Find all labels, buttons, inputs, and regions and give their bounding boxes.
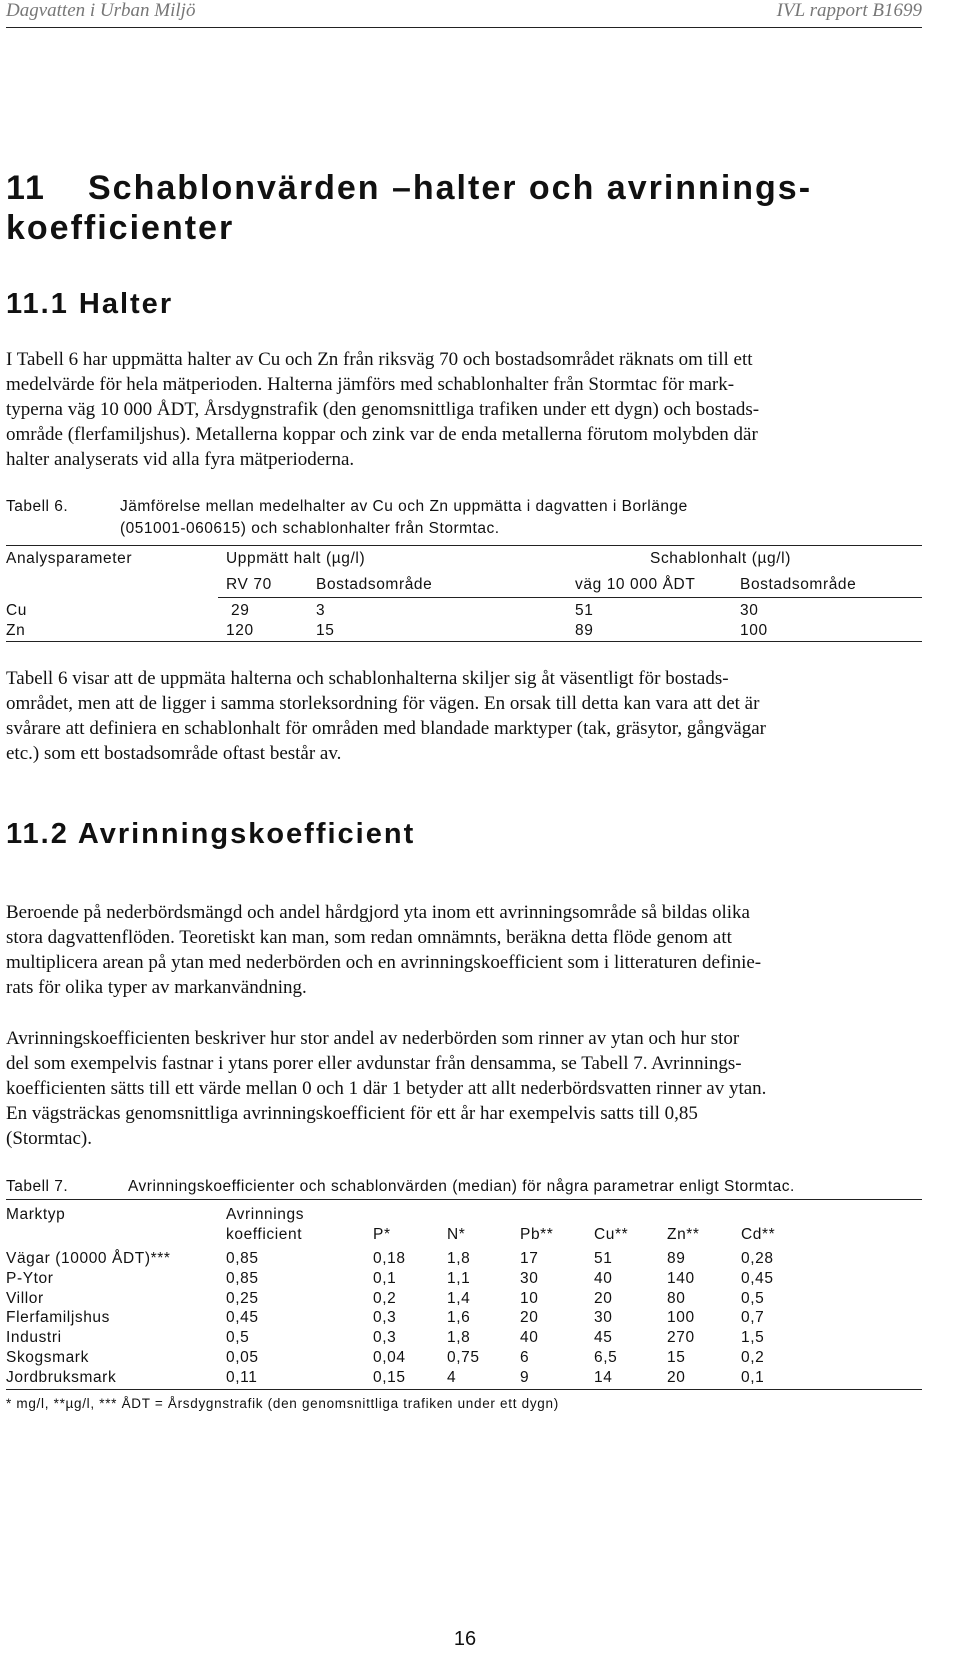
paragraph-line: område (flerfamiljshus). Metallerna koppar och zink var de enda metallerna förutom molybden där xyxy=(6,424,758,445)
table6-cell-param: Cu xyxy=(6,602,28,619)
table6-caption-line1: Jämförelse mellan medelhalter av Cu och Zn uppmätta i dagvatten i Borlänge xyxy=(120,498,688,515)
paragraph-line: del som exempelvis fastnar i ytans porer eller avdunstar från densamma, se Tabell 7. Avrinnings- xyxy=(6,1053,742,1074)
table7-header-avr-line1: Avrinnings xyxy=(226,1206,305,1223)
table7-cell-avr: 0,5 xyxy=(226,1329,250,1347)
table7-cell-pb: 40 xyxy=(520,1329,539,1347)
table6-cell-vag: 89 xyxy=(575,622,594,639)
paragraph-line: koefficienten sätts till ett värde mellan 0 och 1 där 1 betyder att allt nederbördsvatten rinner av ytan. xyxy=(6,1078,767,1099)
running-header-right: IVL rapport B1699 xyxy=(776,0,922,21)
table7-cell-cd: 0,28 xyxy=(741,1250,774,1267)
table7-cell-p: 0,3 xyxy=(373,1329,397,1347)
paragraph-line: rats för olika typer av markanvändning. xyxy=(6,977,307,998)
page-number: 16 xyxy=(453,1628,477,1650)
table6-subheader-bostad1: Bostadsområde xyxy=(316,576,433,593)
table7-cell-cd: 1,5 xyxy=(741,1329,765,1347)
table6-subheader-vag: väg 10 000 ÅDT xyxy=(575,576,696,593)
paragraph-line: stora dagvattenflöden. Teoretiskt kan man, som redan omnämnts, beräkna detta flöde genom att xyxy=(6,927,732,948)
table7-cell-n: 1,8 xyxy=(447,1250,471,1267)
table6-header-param: Analysparameter xyxy=(6,550,133,567)
table7-cell-p: 0,04 xyxy=(373,1349,406,1366)
table7-cell-cu: 45 xyxy=(594,1329,613,1347)
table6-cell-rv70: 29 xyxy=(231,602,250,619)
chapter-heading xyxy=(6,168,812,248)
table6-cell-schablon-bostad: 100 xyxy=(740,622,768,639)
table7-cell-cu: 30 xyxy=(594,1309,613,1327)
table7-cell-marktyp: Vägar (10000 ÅDT)*** xyxy=(6,1250,171,1267)
table6-caption-line2: (051001-060615) och schablonhalter från Stormtac. xyxy=(120,520,500,537)
table6-label: Tabell 6. xyxy=(6,498,69,515)
table7-cell-marktyp: P-Ytor xyxy=(6,1269,54,1287)
paragraph-line: Beroende på nederbördsmängd och andel hårdgjord yta inom ett avrinningsområde så bildas olika xyxy=(6,902,750,923)
section-avrinning-paragraph-1 xyxy=(6,900,922,1000)
table7-cell-cd: 0,2 xyxy=(741,1349,765,1366)
paragraph-line: Tabell 6 visar att de uppmäta halterna och schablonhalterna skiljer sig åt väsentligt för bostads- xyxy=(6,668,729,689)
table7-top-rule xyxy=(6,1199,922,1200)
table7-cell-n: 1,4 xyxy=(447,1289,471,1307)
paragraph-line: I Tabell 6 har uppmätta halter av Cu och Zn från riksväg 70 och bostadsområdet räknats om till ett xyxy=(6,349,753,370)
table7-cell-p: 0,15 xyxy=(373,1368,406,1386)
table7-caption-text: Avrinningskoefficienter och schablonvärden (median) för några parametrar enligt Stormtac. xyxy=(128,1178,795,1195)
table6-subheader-rv70: RV 70 xyxy=(226,576,272,593)
paragraph-line: multiplicera arean på ytan med nederbörden och en avrinningskoefficient som i litteraturen definie- xyxy=(6,952,762,973)
running-header-left: Dagvatten i Urban Miljö xyxy=(6,0,196,21)
chapter-number: 11 xyxy=(6,169,46,207)
table7-cell-n: 4 xyxy=(447,1368,457,1386)
table7-header-p: P* xyxy=(373,1226,391,1243)
table7-header-cu: Cu** xyxy=(594,1226,629,1243)
table7-cell-pb: 17 xyxy=(520,1250,539,1267)
table6-subheader-bostad2: Bostadsområde xyxy=(740,576,857,593)
paragraph-line: halter analyserats vid alla fyra mätperioderna. xyxy=(6,449,355,470)
table7-header-marktyp: Marktyp xyxy=(6,1206,66,1223)
table6-cell-param: Zn xyxy=(6,622,26,639)
table7-cell-pb: 20 xyxy=(520,1309,539,1327)
table7-cell-pb: 6 xyxy=(520,1349,530,1366)
table7-cell-cd: 0,1 xyxy=(741,1368,765,1386)
table7-cell-zn: 140 xyxy=(667,1269,695,1287)
table7-cell-pb: 10 xyxy=(520,1289,539,1307)
table7-cell-p: 0,18 xyxy=(373,1250,406,1267)
table6-cell-bostad: 15 xyxy=(316,622,335,639)
section-heading-avrinningskoefficient: 11.2 Avrinningskoefficient xyxy=(6,818,416,850)
table7-header-zn: Zn** xyxy=(667,1226,700,1243)
table7-cell-cd: 0,5 xyxy=(741,1289,765,1307)
table7-cell-n: 1,6 xyxy=(447,1309,471,1327)
table7-cell-p: 0,2 xyxy=(373,1289,397,1307)
table7-cell-p: 0,1 xyxy=(373,1269,397,1287)
table6-caption xyxy=(6,496,922,540)
table6-subheader-rule xyxy=(218,597,922,598)
table6-header-schablon: Schablonhalt (µg/l) xyxy=(650,550,791,567)
table7-cell-cu: 14 xyxy=(594,1368,613,1386)
table7-cell-n: 0,75 xyxy=(447,1349,480,1366)
table7-cell-zn: 15 xyxy=(667,1349,686,1366)
table7-header-pb: Pb** xyxy=(520,1226,554,1243)
chapter-title-line1: Schablonvärden –halter och avrinnings- xyxy=(88,169,813,207)
table7-cell-zn: 270 xyxy=(667,1329,695,1347)
section-avrinning-paragraph-2 xyxy=(6,1026,922,1151)
table7-cell-zn: 89 xyxy=(667,1250,686,1267)
table7-cell-avr: 0,25 xyxy=(226,1289,259,1307)
paragraph-line: etc.) som ett bostadsområde oftast består av. xyxy=(6,743,342,764)
table7-cell-pb: 30 xyxy=(520,1269,539,1287)
table6-top-rule xyxy=(6,545,922,546)
table7-cell-cd: 0,7 xyxy=(741,1309,765,1327)
table7-header-avr-line2: koefficient xyxy=(226,1226,303,1243)
table7-header-cd: Cd** xyxy=(741,1226,776,1243)
header-rule xyxy=(6,27,922,28)
table7-cell-marktyp: Villor xyxy=(6,1289,44,1307)
table7-cell-zn: 100 xyxy=(667,1309,695,1327)
table7-cell-cd: 0,45 xyxy=(741,1269,774,1287)
table7-footnote: * mg/l, **µg/l, *** ÅDT = Årsdygnstrafik (den genomsnittliga trafiken under ett dygn) xyxy=(6,1396,559,1411)
table7-cell-cu: 40 xyxy=(594,1269,613,1287)
section-heading-halter: 11.1 Halter xyxy=(6,288,174,320)
table6-cell-schablon-bostad: 30 xyxy=(740,602,759,619)
table7-cell-n: 1,1 xyxy=(447,1269,471,1287)
table7-cell-pb: 9 xyxy=(520,1368,530,1386)
paragraph-line: En vägsträckas genomsnittliga avrinningskoefficient för ett år har exempelvis satts till 0,85 xyxy=(6,1103,698,1124)
table7-label: Tabell 7. xyxy=(6,1178,69,1195)
table7-cell-avr: 0,11 xyxy=(226,1368,258,1386)
table7-cell-marktyp: Skogsmark xyxy=(6,1349,89,1366)
table7-cell-zn: 20 xyxy=(667,1368,686,1386)
table7-bottom-rule xyxy=(6,1389,922,1390)
paragraph-line: typerna väg 10 000 ÅDT, Årsdygnstrafik (den genomsnittliga trafiken under ett dygn) och bostads- xyxy=(6,399,760,420)
table7-cell-p: 0,3 xyxy=(373,1309,397,1327)
chapter-title-line2: koefficienter xyxy=(6,209,235,247)
table7-cell-avr: 0,85 xyxy=(226,1250,259,1267)
table7-cell-cu: 20 xyxy=(594,1289,613,1307)
table7-cell-avr: 0,05 xyxy=(226,1349,259,1366)
table7-cell-marktyp: Jordbruksmark xyxy=(6,1368,117,1386)
table6-discussion-paragraph xyxy=(6,666,922,766)
paragraph-line: (Stormtac). xyxy=(6,1128,93,1149)
table7-cell-marktyp: Industri xyxy=(6,1329,62,1347)
table7-cell-n: 1,8 xyxy=(447,1329,471,1347)
table7-cell-cu: 51 xyxy=(594,1250,613,1267)
table6-cell-rv70: 120 xyxy=(226,622,254,639)
table7-cell-avr: 0,85 xyxy=(226,1269,259,1287)
table6-header-measured: Uppmätt halt (µg/l) xyxy=(226,550,366,567)
table7-header-n: N* xyxy=(447,1226,466,1243)
table6-cell-bostad: 3 xyxy=(316,602,326,619)
table7-caption xyxy=(6,1176,922,1198)
table7-cell-avr: 0,45 xyxy=(226,1309,259,1327)
table6-cell-vag: 51 xyxy=(575,602,594,619)
table7-cell-cu: 6,5 xyxy=(594,1349,618,1366)
table6-bottom-rule xyxy=(6,641,922,642)
table7-cell-marktyp: Flerfamiljshus xyxy=(6,1309,111,1327)
paragraph-line: Avrinningskoefficienten beskriver hur stor andel av nederbörden som rinner av ytan och hur stor xyxy=(6,1028,740,1049)
paragraph-line: medelvärde för hela mätperioden. Halterna jämförs med schablonhalter från Stormtac för mark- xyxy=(6,374,735,395)
section-halter-paragraph xyxy=(6,347,922,472)
paragraph-line: området, men att de ligger i samma storleksordning för vägen. En orsak till detta kan vara att det är xyxy=(6,693,760,714)
table7-cell-zn: 80 xyxy=(667,1289,686,1307)
paragraph-line: svårare att definiera en schablonhalt för områden med blandade marktyper (tak, gräsytor, gångvägar xyxy=(6,718,766,739)
